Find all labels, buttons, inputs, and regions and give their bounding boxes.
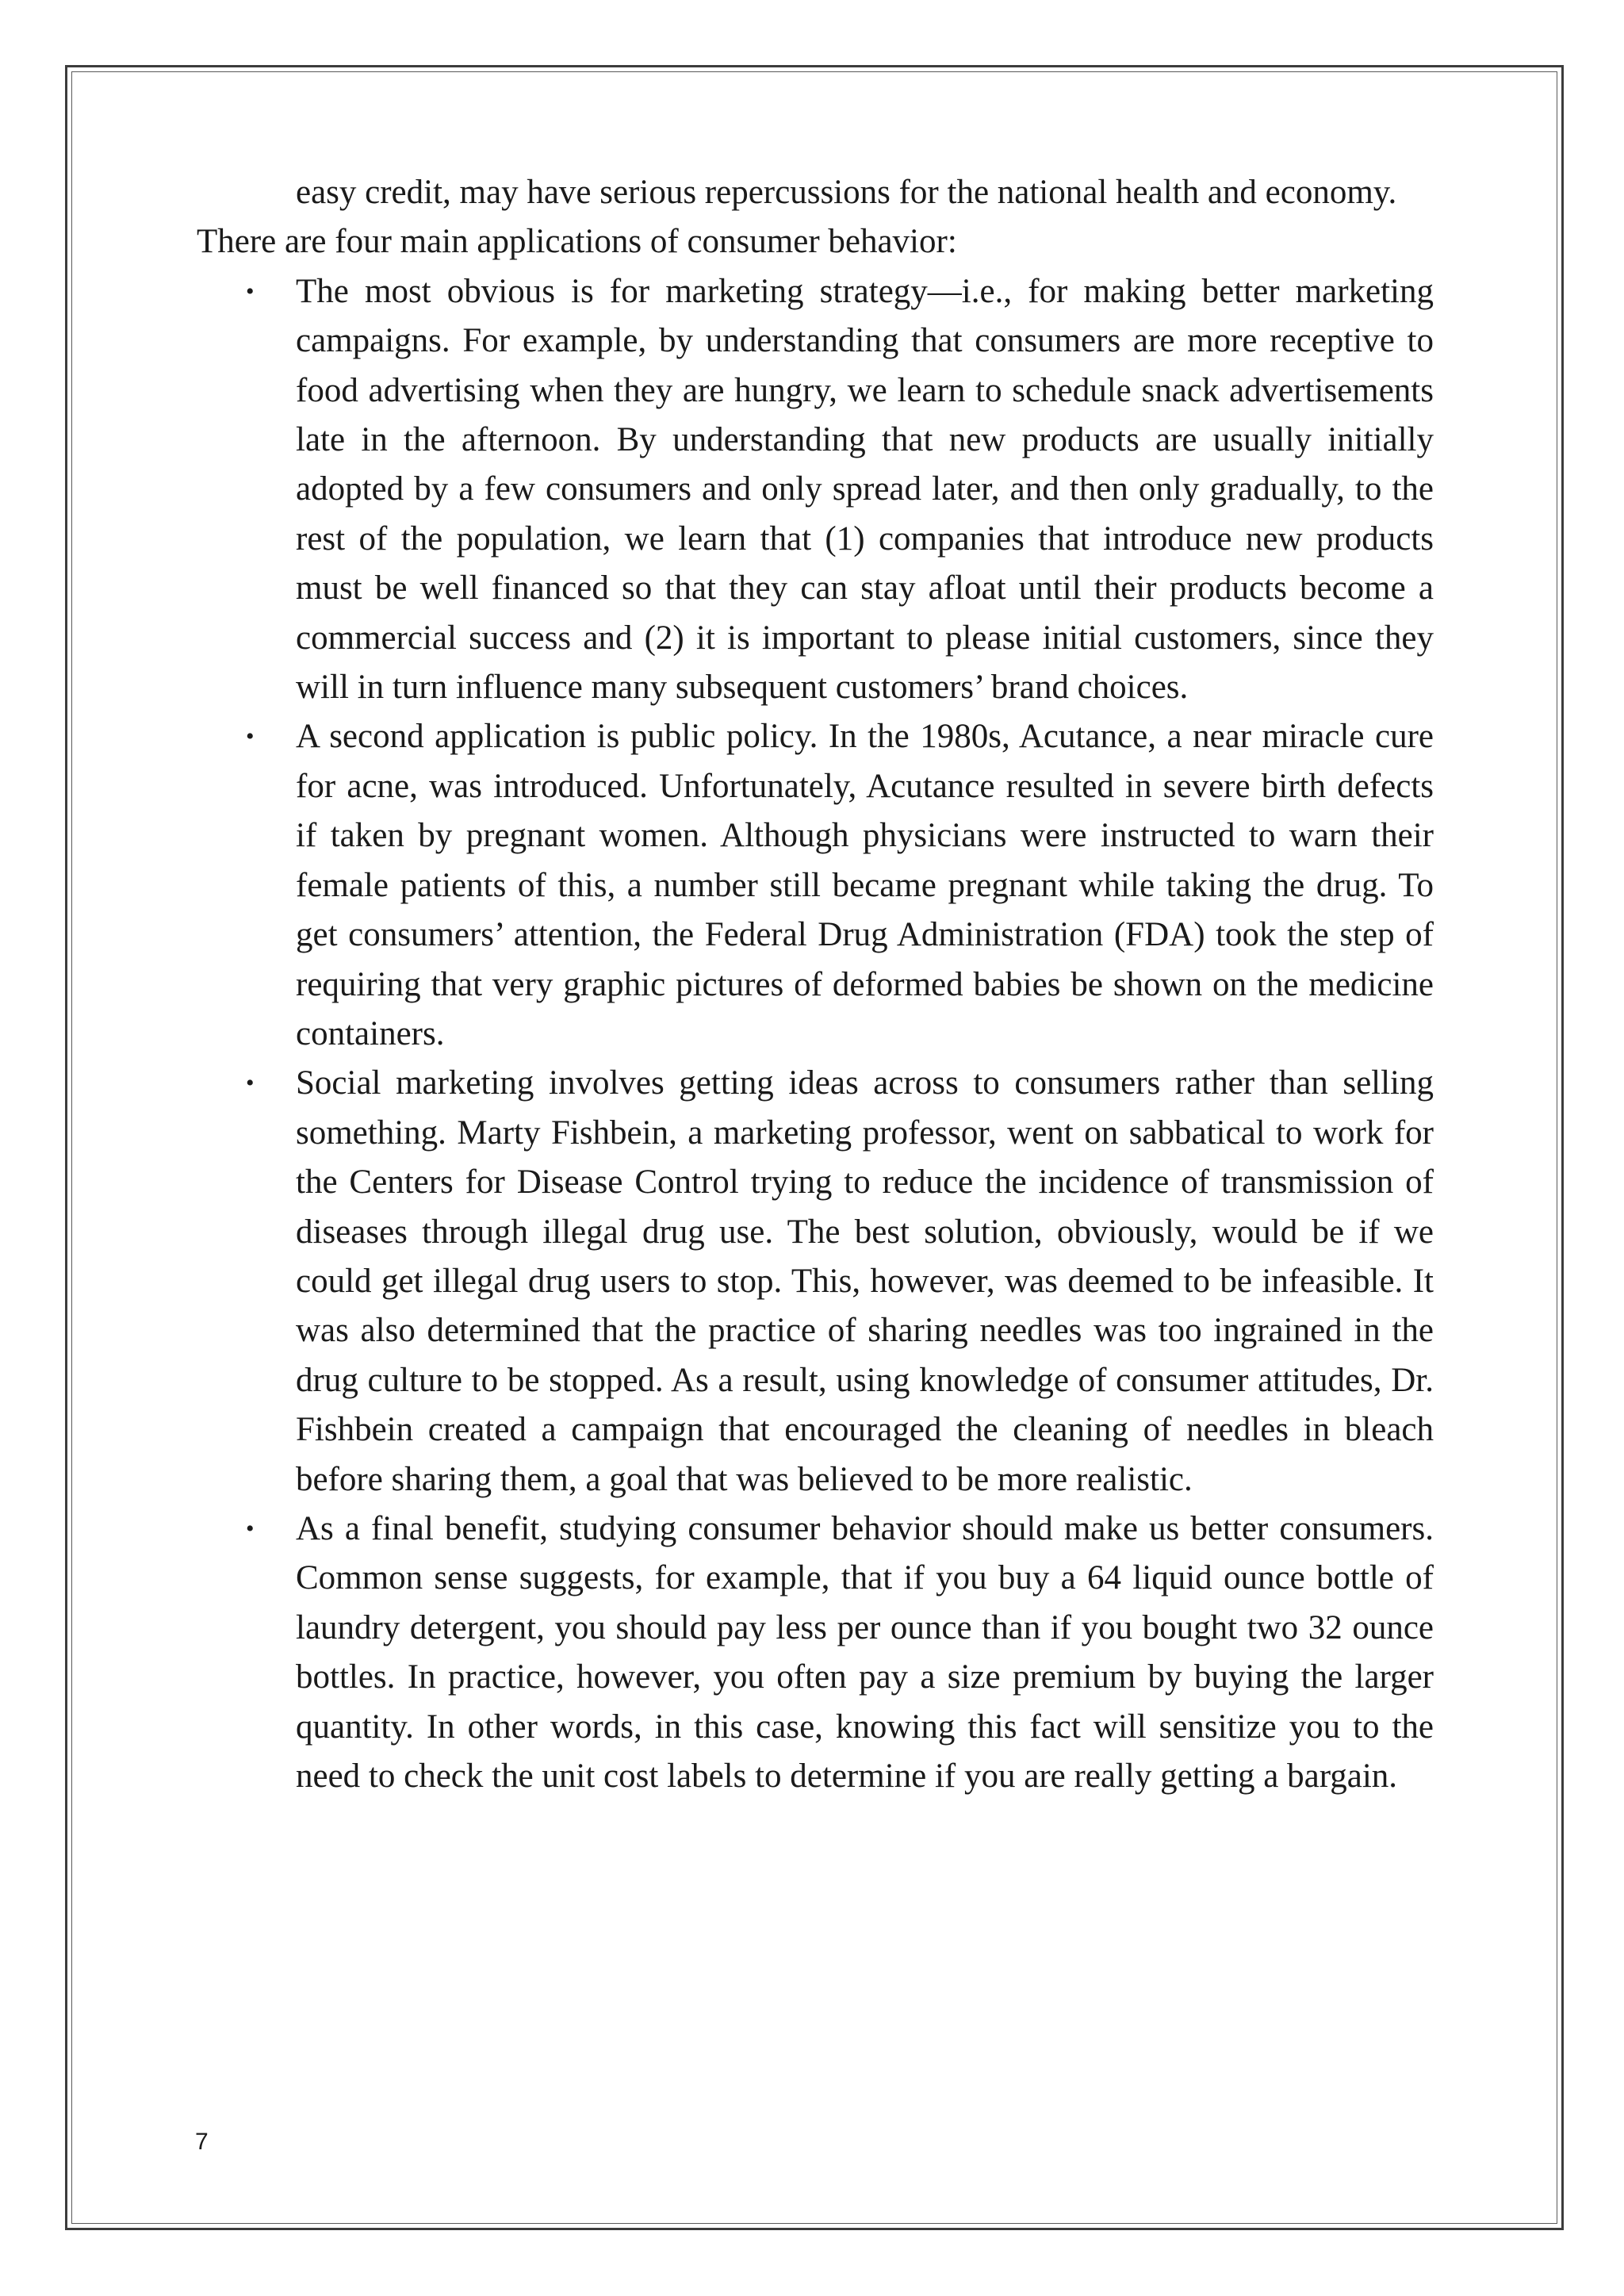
page-body (197, 168, 1434, 1801)
bullet-icon: • (246, 723, 255, 750)
list-item-better-consumers (246, 1504, 1434, 1801)
list-item-text: A second application is public policy. In the 1980s, Acutance, a near miracle cure for acne, was introduced. Unfortunately, Acutance resulted in severe birth defects if taken by pregnant women. Although physicians were instructed to warn their female patients of this, a number still became pregnant while taking the drug. To get consumers’ attention, the Federal Drug Administration (FDA) took the step of requiring that very graphic pictures of deformed babies be shown on the medicine containers. (296, 718, 1434, 1052)
page-number: 7 (195, 2129, 209, 2155)
list-item-text: The most obvious is for marketing strategy—i.e., for making better marketing campaigns. For example, by understanding that consumers are more receptive to food advertising when they are hungry, we learn to schedule snack advertisements late in the afternoon. By understanding that new products are usually initially adopted by a few consumers and only spread later, and then only gradually, to the rest of the population, we learn that (1) companies that introduce new products must be well financed so that they can stay afloat until their products become a commercial success and (2) it is important to please initial customers, since they will in turn influence many subsequent customers’ brand choices. (296, 272, 1434, 707)
intro-paragraph: There are four main applications of consumer behavior: (197, 223, 957, 261)
list-item-social-marketing (246, 1059, 1434, 1504)
list-item-text: As a final benefit, studying consumer behavior should make us better consumers. Common sense suggests, for example, that if you buy a 64 liquid ounce bottle of laundry detergent, you should pay less per ounce than if you bought two 32 ounce bottles. In practice, however, you often pay a size premium by buying the larger quantity. In other words, in this case, knowing this fact will sensitize you to the need to check the unit cost labels to determine if you are really getting a bargain. (296, 1509, 1434, 1795)
applications-list (197, 267, 1434, 1802)
list-item-public-policy (246, 712, 1434, 1059)
continued-paragraph: easy credit, may have serious repercussions for the national health and economy. (296, 174, 1397, 211)
bullet-icon: • (246, 1515, 255, 1542)
bullet-icon: • (246, 278, 255, 305)
list-item-marketing-strategy (246, 267, 1434, 713)
bullet-icon: • (246, 1070, 255, 1097)
list-item-text: Social marketing involves getting ideas across to consumers rather than selling something. Marty Fishbein, a marketing professor, went on sabbatical to work for the Centers for Disease Control trying to reduce the incidence of transmission of diseases through illegal drug use. The best solution, obviously, would be if we could get illegal drug users to stop. This, however, was deemed to be infeasible. It was also determined that the practice of sharing needles was too ingrained in the drug culture to be stopped. As a result, using knowledge of consumer attitudes, Dr. Fishbein created a campaign that encouraged the cleaning of needles in bleach before sharing them, a goal that was believed to be more realistic. (296, 1064, 1434, 1498)
